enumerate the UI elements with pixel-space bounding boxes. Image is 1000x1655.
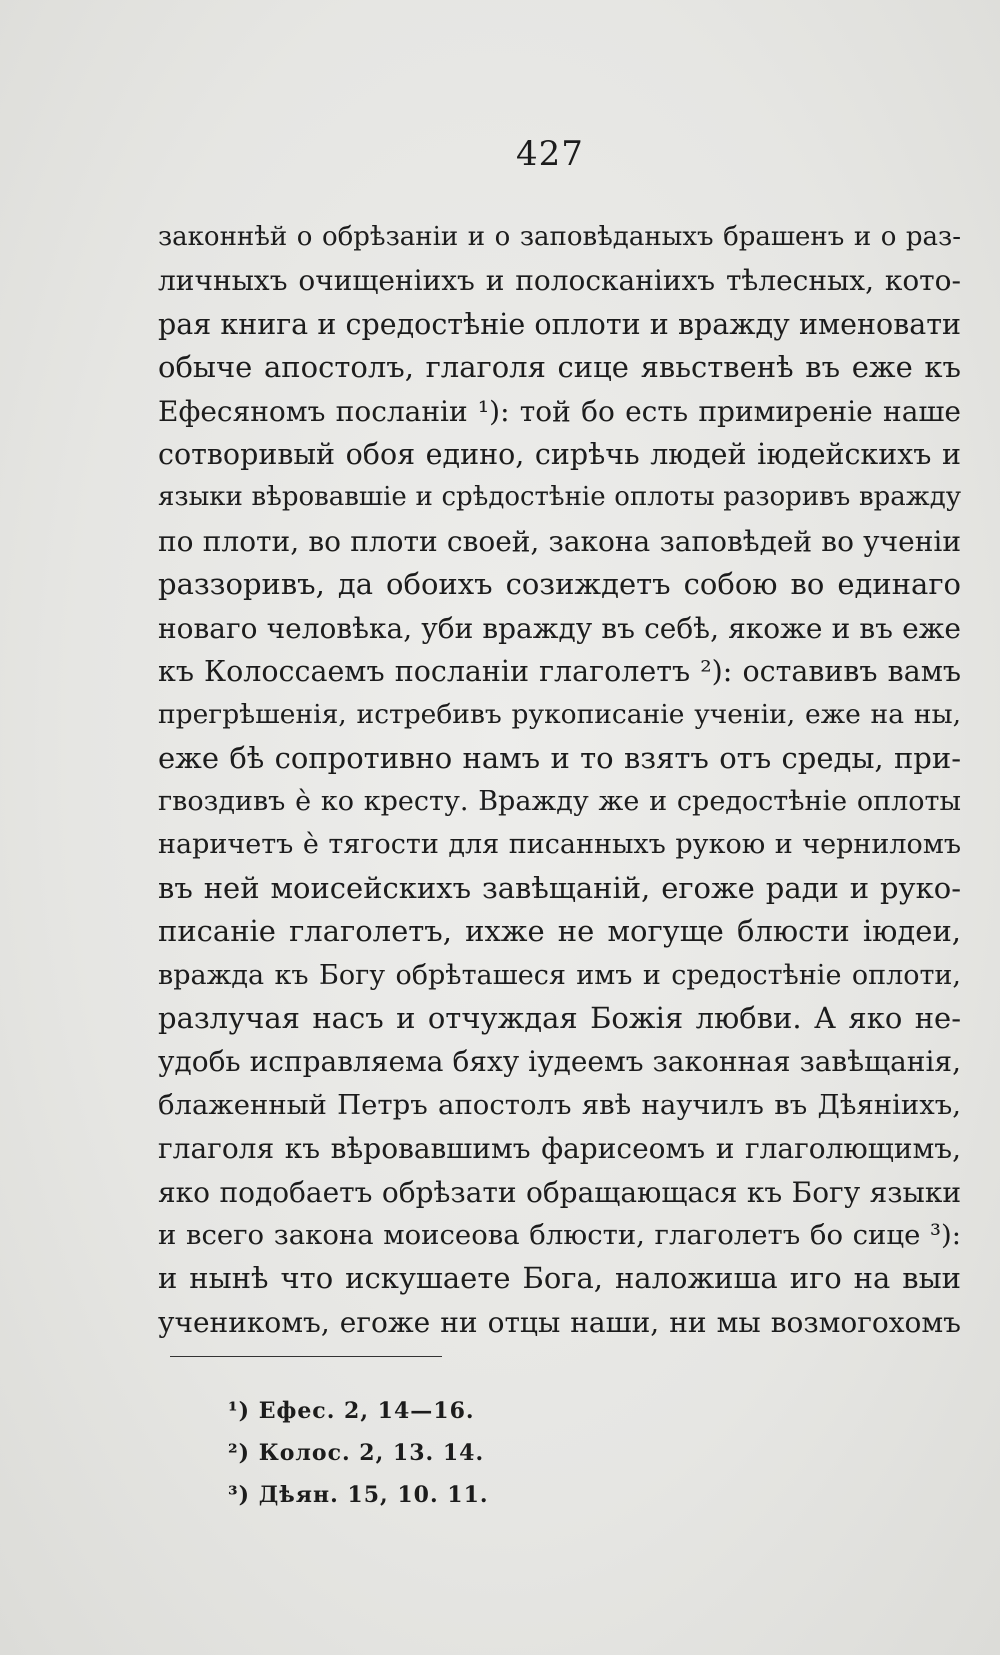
text-line: удобь исправляема бяху іудеемъ законная завѣщанія, xyxy=(158,1045,961,1079)
text-line: и всего закона моисеова блюсти, глаголетъ бо сице ³): xyxy=(158,1218,961,1251)
footnote: ²) Колос. 2, 13. 14. xyxy=(228,1440,485,1466)
text-line: писаніе глаголетъ, ихже не могуще блюсти іюдеи, xyxy=(158,914,961,949)
text-line: законнѣй о обрѣзаніи и о заповѣданыхъ брашенъ и о раз- xyxy=(158,222,961,252)
text-line: ученикомъ, егоже ни отцы наши, ни мы возмогохомъ xyxy=(158,1305,961,1339)
text-line: наричетъ ѐ тягости для писанныхъ рукою и черниломъ xyxy=(158,829,961,861)
text-line: еже бѣ сопротивно намъ и то взятъ отъ среды, при- xyxy=(158,740,961,775)
main-text xyxy=(158,216,961,1344)
page-number: 427 xyxy=(516,134,584,174)
text-line: рая книга и средостѣніе оплоти и вражду именовати xyxy=(158,307,961,341)
text-line: новаго человѣка, уби вражду въ себѣ, якоже и въ еже xyxy=(158,611,961,645)
text-line: сотворивый обоя едино, сирѣчь людей іюдейскихъ и xyxy=(158,437,961,471)
text-line: личныхъ очищеніихъ и полосканіихъ тѣлесных, кото- xyxy=(158,264,961,298)
text-line: вражда къ Богу обрѣташеся имъ и средостѣніе оплоти, xyxy=(158,959,961,991)
text-line: глаголя къ вѣровавшимъ фарисеомъ и глаголющимъ, xyxy=(158,1132,961,1166)
footnote: ³) Дѣян. 15, 10. 11. xyxy=(228,1482,489,1508)
text-line: языки вѣровавшіе и срѣдостѣніе оплоты разоривъ вражду xyxy=(158,482,961,513)
text-line: блаженный Петръ апостолъ явѣ научилъ въ Дѣяніихъ, xyxy=(158,1088,961,1121)
text-line: обыче апостолъ, глаголя сице явьственѣ въ еже къ xyxy=(158,350,961,385)
text-line: гвоздивъ ѐ ко кресту. Вражду же и средостѣніе оплоты xyxy=(158,786,961,818)
text-line: и нынѣ что искушаете Бога, наложиша иго на выи xyxy=(158,1261,961,1296)
text-line: по плоти, во плоти своей, закона заповѣдей во ученіи xyxy=(158,524,961,558)
text-line: яко подобаетъ обрѣзати обращающася къ Богу языки xyxy=(158,1175,961,1209)
text-line: раззоривъ, да обоихъ созиждетъ собою во единаго xyxy=(158,567,961,602)
footnote: ¹) Ефес. 2, 14—16. xyxy=(228,1398,475,1424)
text-line: Ефесяномъ посланіи ¹): той бо есть примиреніе наше xyxy=(158,394,961,428)
text-line: прегрѣшенія, истребивъ рукописаніе ученіи, еже на ны, xyxy=(158,699,961,731)
footnotes xyxy=(228,1390,489,1516)
text-line: въ ней моисейскихъ завѣщаній, егоже ради и руко- xyxy=(158,870,961,905)
text-line: разлучая насъ и отчуждая Божія любви. А яко не- xyxy=(158,1001,961,1036)
footnote-divider xyxy=(170,1356,442,1357)
text-line: къ Колоссаемъ посланіи глаголетъ ²): оставивъ вамъ xyxy=(158,654,961,688)
